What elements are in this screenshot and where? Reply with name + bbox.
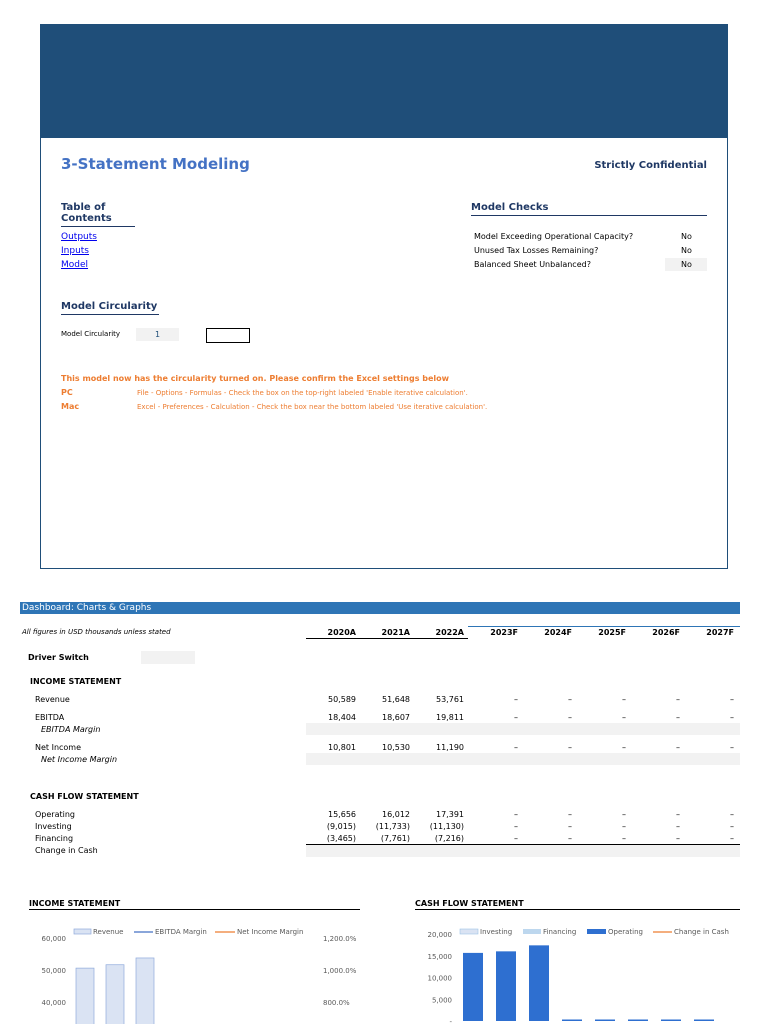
- operating-bar: [562, 1020, 582, 1022]
- legend-revenue-swatch: [74, 929, 91, 934]
- value-cell: –: [622, 743, 626, 752]
- toc-link-inputs[interactable]: Inputs: [61, 246, 89, 256]
- y-tick-label: 50,000: [41, 967, 66, 975]
- driver-switch-input[interactable]: [141, 651, 195, 664]
- value-cell: –: [514, 695, 518, 704]
- circularity-heading: Model Circularity: [61, 301, 159, 315]
- is-section-heading: INCOME STATEMENT: [30, 677, 122, 686]
- y-tick-label: 15,000: [427, 952, 452, 961]
- toc-link-model[interactable]: Model: [61, 260, 89, 270]
- value-cell: –: [622, 822, 626, 831]
- value-cell: –: [730, 810, 734, 819]
- operating-bar: [661, 1020, 681, 1022]
- confidential-label: Strictly Confidential: [594, 160, 707, 171]
- value-cell: –: [568, 713, 572, 722]
- circularity-notice: This model now has the circularity turned on. Please confirm the Excel settings below: [61, 374, 450, 383]
- toc-heading: Table of Contents: [61, 202, 135, 227]
- legend-operating-swatch: [587, 929, 606, 934]
- value-cell: (11,130): [429, 822, 464, 831]
- operating-bar: [595, 1020, 615, 1022]
- ebitda-margin-band: [306, 723, 740, 735]
- value-cell: 53,761: [436, 695, 464, 704]
- value-cell: –: [622, 695, 626, 704]
- is-chart-title: INCOME STATEMENT: [29, 899, 360, 910]
- value-cell: –: [622, 834, 626, 843]
- row-label: Investing: [35, 822, 72, 831]
- value-cell: –: [676, 834, 680, 843]
- legend-financing-swatch: [523, 929, 541, 934]
- value-cell: –: [676, 713, 680, 722]
- row-label: EBITDA Margin: [41, 725, 101, 734]
- row-label: Net Income: [35, 743, 82, 752]
- cf-section-heading: CASH FLOW STATEMENT: [30, 792, 139, 801]
- check-label: Model Exceeding Operational Capacity?: [474, 232, 634, 241]
- y2-tick-label: 1,000.0%: [323, 967, 357, 975]
- mac-label: Mac: [61, 402, 80, 411]
- operating-bar: [694, 1020, 714, 1022]
- legend-investing-swatch: [460, 929, 478, 934]
- value-cell: (7,761): [380, 834, 410, 843]
- check-value: No: [681, 246, 692, 255]
- check-value: No: [681, 232, 692, 241]
- y2-tick-label: 1,200.0%: [323, 935, 357, 943]
- value-cell: (9,015): [326, 822, 356, 831]
- value-cell: –: [568, 834, 572, 843]
- value-cell: 15,656: [328, 810, 356, 819]
- value-cell: –: [568, 822, 572, 831]
- value-cell: 18,404: [328, 713, 356, 722]
- row-label: Net Income Margin: [41, 755, 118, 764]
- year-header: 2026F: [652, 628, 680, 637]
- year-header: 2024F: [544, 628, 572, 637]
- circularity-label: Model Circularity: [61, 330, 121, 338]
- value-cell: (3,465): [326, 834, 356, 843]
- toc-link-outputs[interactable]: Outputs: [61, 232, 97, 242]
- value-cell: –: [568, 695, 572, 704]
- year-header: 2025F: [598, 628, 626, 637]
- year-header: 2027F: [706, 628, 734, 637]
- revenue-bar: [106, 965, 124, 1024]
- legend-label: Revenue: [93, 928, 124, 936]
- value-cell: –: [514, 810, 518, 819]
- value-cell: 11,190: [436, 743, 464, 752]
- operating-bar: [529, 945, 549, 1021]
- y-tick-label: 10,000: [427, 974, 452, 983]
- cover-sheet: [40, 24, 728, 569]
- check-label: Balanced Sheet Unbalanced?: [474, 260, 591, 269]
- value-cell: 10,530: [382, 743, 410, 752]
- row-label: Revenue: [35, 695, 70, 704]
- value-cell: 10,801: [328, 743, 356, 752]
- value-cell: –: [622, 810, 626, 819]
- dashboard-title-bar: Dashboard: Charts & Graphs: [20, 602, 740, 614]
- row-label: Change in Cash: [35, 846, 98, 855]
- ni-margin-band: [306, 753, 740, 765]
- y-tick-label: 20,000: [427, 931, 452, 939]
- value-cell: 16,012: [382, 810, 410, 819]
- value-cell: –: [676, 822, 680, 831]
- value-cell: –: [676, 695, 680, 704]
- check-label: Unused Tax Losses Remaining?: [474, 246, 599, 255]
- checks-heading: Model Checks: [471, 202, 707, 216]
- value-cell: (11,733): [375, 822, 410, 831]
- y-tick-label: -: [449, 1018, 452, 1024]
- pc-label: PC: [61, 388, 73, 397]
- value-cell: –: [676, 743, 680, 752]
- y-tick-label: 5,000: [431, 996, 452, 1005]
- value-cell: 19,811: [436, 713, 464, 722]
- legend-label: Investing: [480, 928, 513, 936]
- row-label: Operating: [35, 810, 75, 819]
- legend-label: Net Income Margin: [237, 928, 304, 936]
- value-cell: –: [568, 810, 572, 819]
- row-label: Financing: [35, 834, 74, 843]
- mac-instructions: Excel - Preferences - Calculation - Check the box near the bottom labeled 'Use iterative calculation'.: [137, 403, 488, 411]
- y-tick-label: 60,000: [41, 935, 66, 943]
- legend-label: EBITDA Margin: [155, 928, 207, 936]
- cash-flow-chart: [415, 922, 745, 1024]
- legend-label: Financing: [543, 928, 577, 936]
- circularity-input[interactable]: 1: [136, 328, 179, 341]
- cf-chart-title: CASH FLOW STATEMENT: [415, 899, 740, 910]
- value-cell: –: [514, 743, 518, 752]
- operating-bar: [463, 953, 483, 1021]
- value-cell: –: [730, 834, 734, 843]
- y2-tick-label: 800.0%: [323, 999, 350, 1007]
- value-cell: 51,648: [382, 695, 410, 704]
- year-header: 2022A: [435, 628, 464, 637]
- value-cell: –: [514, 713, 518, 722]
- driver-switch-label: Driver Switch: [28, 653, 89, 662]
- value-cell: –: [730, 695, 734, 704]
- circularity-toggle-box[interactable]: [206, 328, 250, 343]
- value-cell: –: [568, 743, 572, 752]
- value-cell: –: [730, 822, 734, 831]
- cover-banner: [41, 25, 727, 138]
- year-header: 2021A: [381, 628, 410, 637]
- value-cell: (7,216): [434, 834, 464, 843]
- value-cell: –: [676, 810, 680, 819]
- change-in-cash-band: [306, 845, 740, 857]
- operating-bar: [496, 951, 516, 1021]
- legend-label: Change in Cash: [674, 928, 729, 936]
- value-cell: 18,607: [382, 713, 410, 722]
- cover-title: 3-Statement Modeling: [61, 155, 250, 173]
- value-cell: –: [514, 834, 518, 843]
- legend-label: Operating: [608, 928, 643, 936]
- check-value: No: [681, 260, 692, 269]
- value-cell: –: [730, 743, 734, 752]
- income-statement-chart: [29, 922, 369, 1024]
- y-tick-label: 40,000: [41, 999, 66, 1007]
- year-header-row: [308, 628, 740, 640]
- revenue-bar: [76, 968, 94, 1024]
- value-cell: 50,589: [328, 695, 356, 704]
- year-header: 2023F: [490, 628, 518, 637]
- value-cell: –: [622, 713, 626, 722]
- value-cell: –: [730, 713, 734, 722]
- value-cell: 17,391: [436, 810, 464, 819]
- operating-bar: [628, 1020, 648, 1022]
- value-cell: –: [514, 822, 518, 831]
- row-label: EBITDA: [35, 713, 65, 722]
- pc-instructions: File - Options - Formulas - Check the box on the top-right labeled 'Enable iterative calculation'.: [137, 389, 468, 397]
- year-header: 2020A: [327, 628, 356, 637]
- revenue-bar: [136, 958, 154, 1024]
- forecast-rule: [468, 626, 740, 627]
- cf-total-rule: [306, 844, 740, 845]
- units-note: All figures in USD thousands unless stated: [22, 628, 171, 636]
